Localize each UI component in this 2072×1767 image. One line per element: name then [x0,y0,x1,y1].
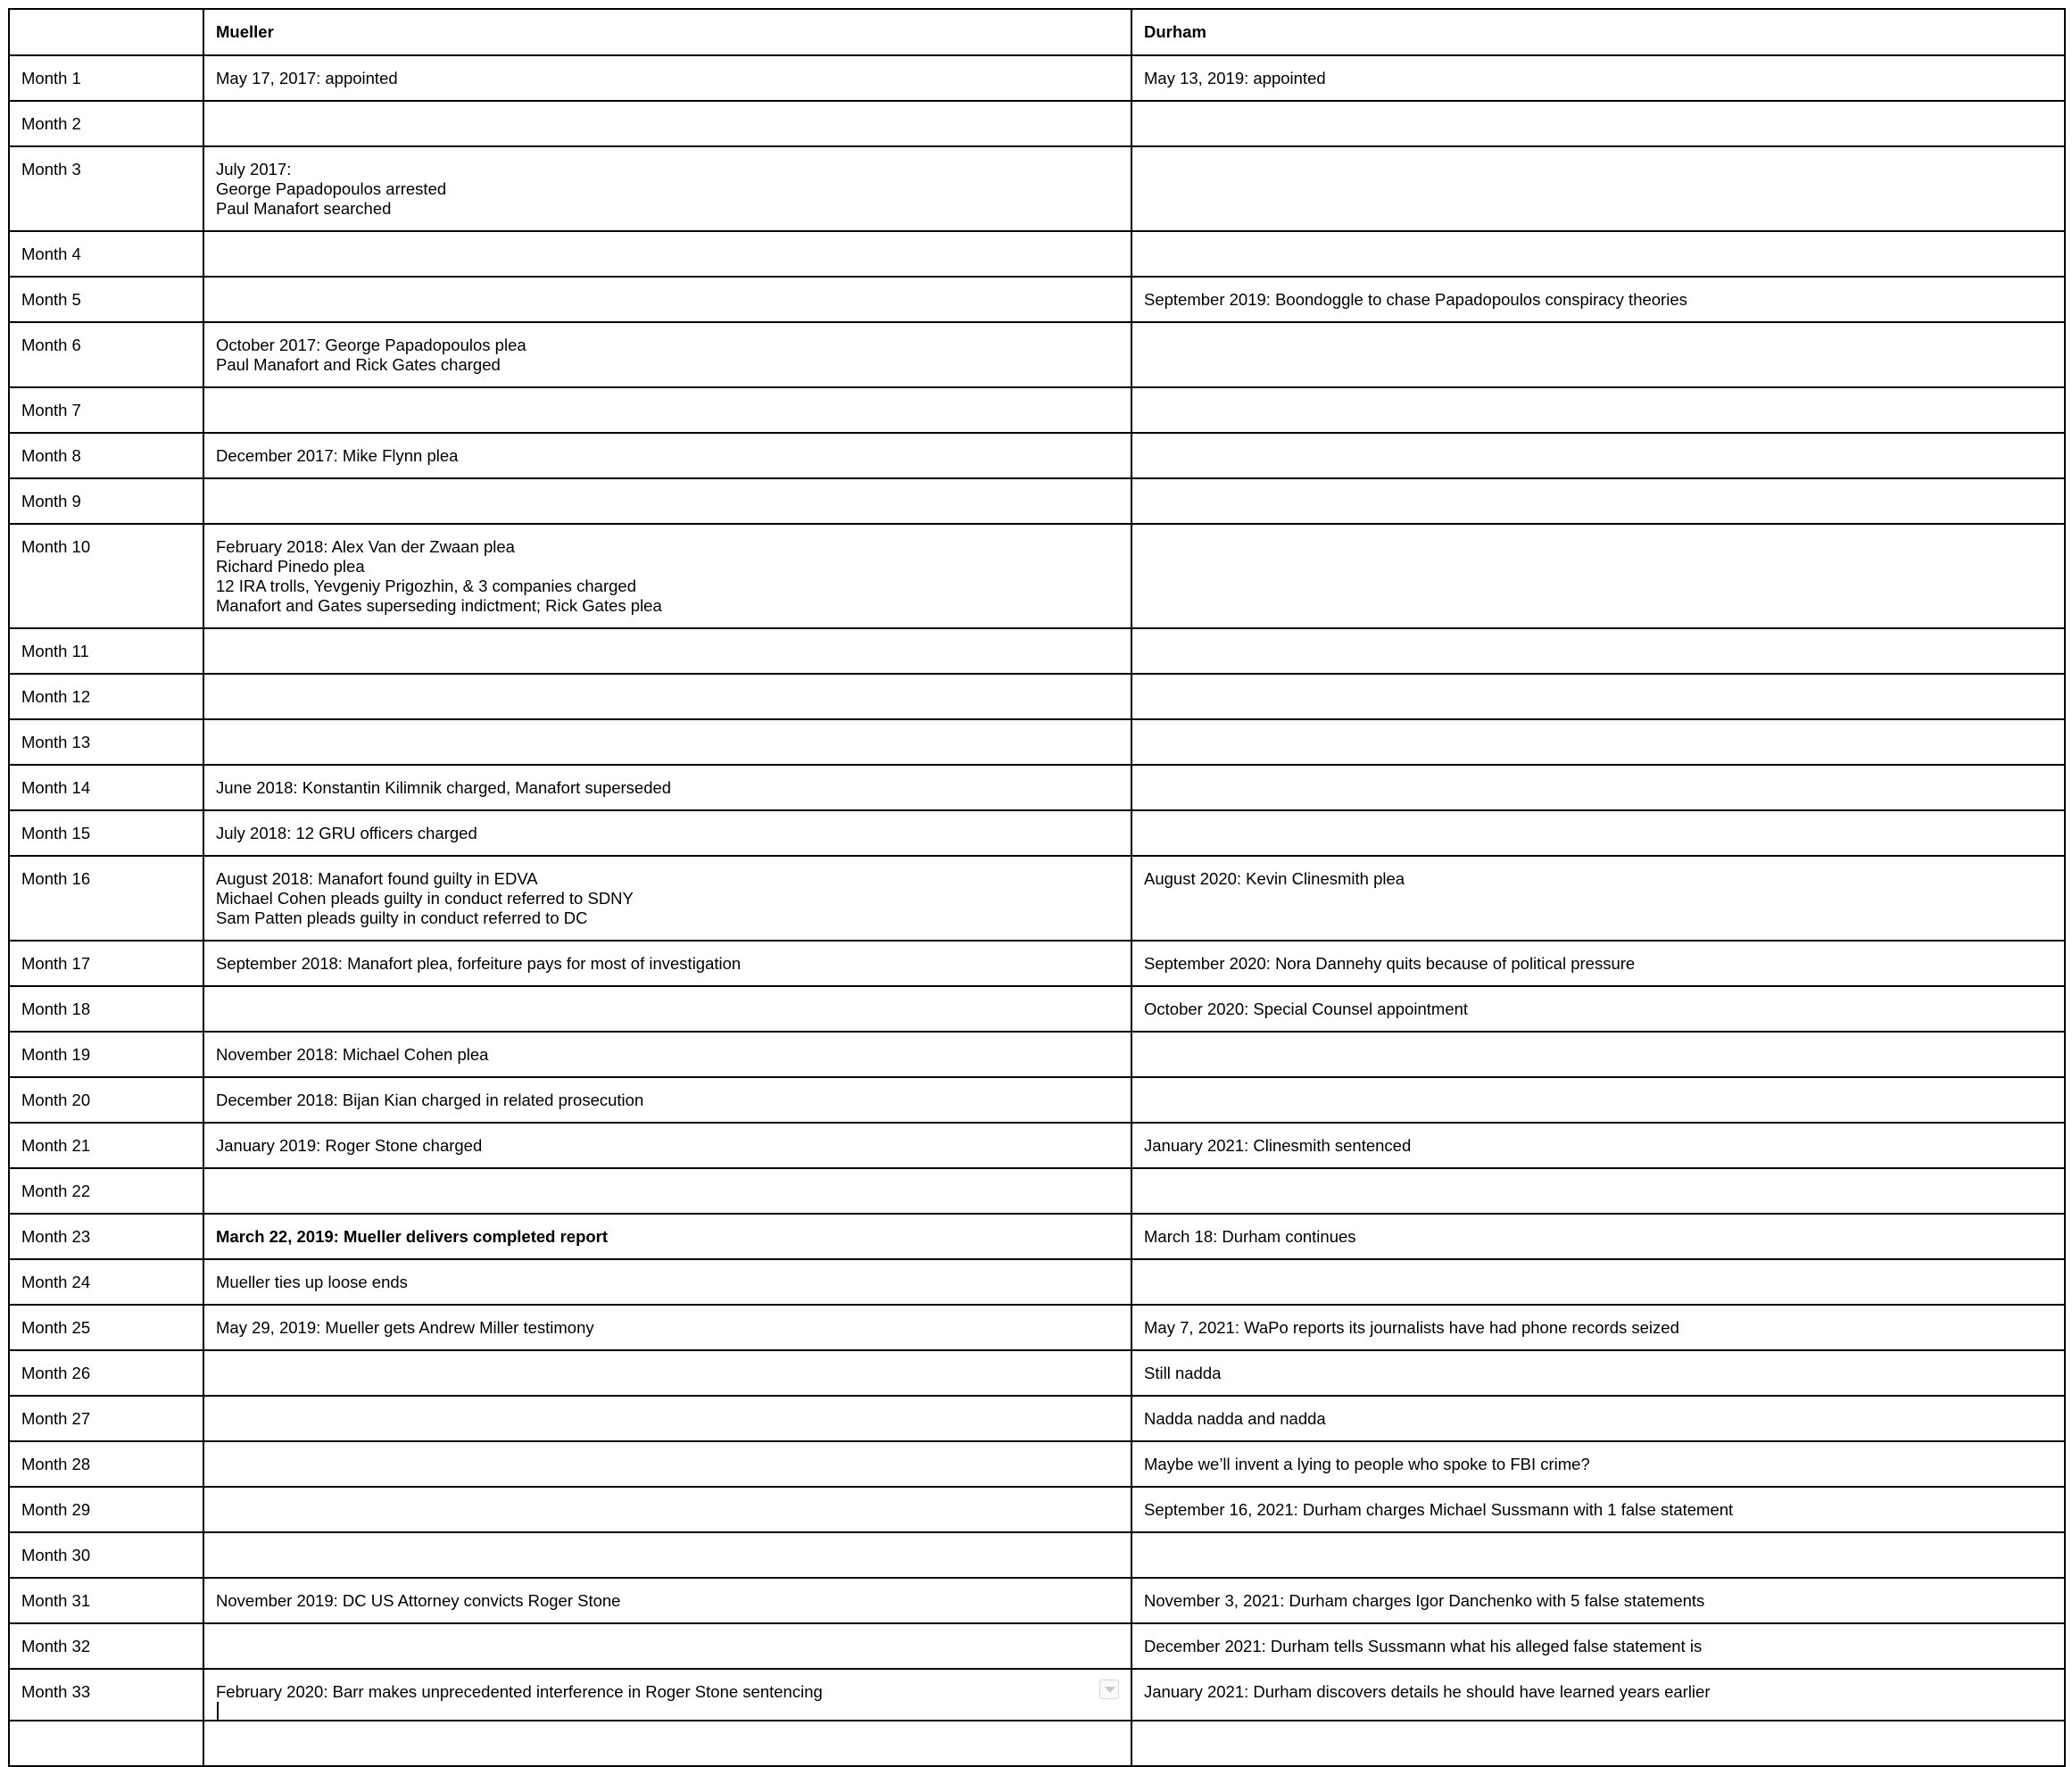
durham-cell[interactable] [1131,1578,2065,1623]
table-row [9,1305,2065,1350]
cell-line: September 16, 2021: Durham charges Michael Sussmann with 1 false statement [1144,1500,1734,1519]
durham-cell[interactable] [1131,674,2065,719]
table-row [9,1077,2065,1123]
table-row [9,1721,2065,1766]
cell-line: September 2019: Boondoggle to chase Papadopoulos conspiracy theories [1144,290,1687,309]
mueller-cell-text [216,446,1119,466]
cell-line: May 7, 2021: WaPo reports its journalists have had phone records seized [1144,1318,1679,1337]
durham-cell-text [1144,1000,2052,1019]
table-row [9,674,2065,719]
month-label-cell[interactable]: Month 23 [9,1214,203,1259]
table-row [9,810,2065,856]
month-label-cell[interactable]: Month 11 [9,628,203,674]
mueller-cell[interactable] [203,322,1131,387]
durham-cell[interactable] [1131,810,2065,856]
month-label-cell[interactable]: Month 15 [9,810,203,856]
month-label-cell[interactable]: Month 2 [9,101,203,146]
durham-cell[interactable] [1131,1123,2065,1168]
durham-cell[interactable] [1131,1532,2065,1578]
durham-cell-text [1144,1136,2052,1156]
table-row [9,986,2065,1032]
mueller-cell[interactable] [203,1214,1131,1259]
month-label-cell[interactable]: Month 29 [9,1487,203,1532]
mueller-cell[interactable] [203,433,1131,478]
mueller-cell-text [216,1682,1119,1720]
table-row [9,1578,2065,1623]
table-row [9,856,2065,941]
mueller-cell-text [216,160,1119,219]
table-row [9,765,2065,810]
cell-line: December 2017: Mike Flynn plea [216,446,459,465]
header-durham-cell[interactable]: Durham [1131,9,2065,55]
durham-cell[interactable] [1131,719,2065,765]
mueller-cell[interactable] [203,1077,1131,1123]
month-label-cell[interactable]: Month 17 [9,941,203,986]
month-label-cell[interactable]: Month 14 [9,765,203,810]
durham-cell-text [1144,1682,2052,1702]
mueller-cell[interactable] [203,1532,1131,1578]
cell-line: Michael Cohen pleads guilty in conduct referred to SDNY [216,889,634,908]
durham-cell[interactable] [1131,146,2065,231]
month-label-cell[interactable]: Month 20 [9,1077,203,1123]
table-row [9,1123,2065,1168]
mueller-cell-text [216,1591,1119,1611]
mueller-cell[interactable] [203,387,1131,433]
durham-cell[interactable] [1131,986,2065,1032]
table-row [9,719,2065,765]
mueller-cell-active[interactable] [203,1669,1131,1721]
durham-cell[interactable] [1131,1032,2065,1077]
durham-cell[interactable] [1131,765,2065,810]
table-row [9,1032,2065,1077]
month-label-cell[interactable]: Month 31 [9,1578,203,1623]
table-row [9,1669,2065,1721]
month-label-cell[interactable]: Month 21 [9,1123,203,1168]
table-row [9,322,2065,387]
table-row [9,1532,2065,1578]
cell-line: May 13, 2019: appointed [1144,69,1326,87]
durham-cell[interactable] [1131,1669,2065,1721]
mueller-cell[interactable] [203,55,1131,101]
cell-line: May 29, 2019: Mueller gets Andrew Miller testimony [216,1318,594,1337]
durham-cell-text [1144,1500,2052,1520]
table-row [9,146,2065,231]
mueller-cell-text [216,1273,1119,1292]
durham-cell-text [1144,1409,2052,1429]
month-label-cell[interactable]: Month 26 [9,1350,203,1396]
cell-line: February 2018: Alex Van der Zwaan plea [216,537,515,556]
cell-line: January 2019: Roger Stone charged [216,1136,483,1155]
mueller-cell[interactable] [203,941,1131,986]
text-cursor [217,1702,219,1720]
table-row [9,1396,2065,1441]
table-row [9,628,2065,674]
month-label-cell[interactable]: Month 9 [9,478,203,524]
month-label-cell[interactable]: Month 10 [9,524,203,628]
cell-line: November 2018: Michael Cohen plea [216,1045,489,1064]
durham-cell[interactable] [1131,1259,2065,1305]
month-label-cell[interactable]: Month 25 [9,1305,203,1350]
cell-line: Nadda nadda and nadda [1144,1409,1326,1428]
durham-cell[interactable] [1131,1721,2065,1766]
mueller-cell[interactable] [203,524,1131,628]
timeline-table [8,8,2066,1767]
cell-line: February 2020: Barr makes unprecedented interference in Roger Stone sentencing [216,1682,1119,1720]
cell-line: July 2017: [216,160,292,178]
table-row [9,1259,2065,1305]
cell-line: January 2021: Durham discovers details he should have learned years earlier [1144,1682,1711,1701]
table-row [9,1623,2065,1669]
durham-cell-text [1144,954,2052,974]
mueller-cell[interactable] [203,1487,1131,1532]
mueller-cell[interactable] [203,101,1131,146]
cell-line: Paul Manafort searched [216,199,392,218]
mueller-cell[interactable] [203,1396,1131,1441]
durham-cell[interactable] [1131,277,2065,322]
mueller-cell[interactable] [203,1350,1131,1396]
table-row [9,478,2065,524]
cell-line: May 17, 2017: appointed [216,69,398,87]
mueller-cell[interactable] [203,1032,1131,1077]
cell-line: Mueller ties up loose ends [216,1273,408,1291]
cell-line: August 2020: Kevin Clinesmith plea [1144,869,1405,888]
table-row [9,941,2065,986]
mueller-cell-text [216,824,1119,843]
table-row [9,101,2065,146]
durham-cell-text [1144,1591,2052,1611]
mueller-cell[interactable] [203,1578,1131,1623]
cell-line: Sam Patten pleads guilty in conduct referred to DC [216,908,588,927]
durham-cell[interactable] [1131,55,2065,101]
durham-cell[interactable] [1131,1350,2065,1396]
month-label-cell[interactable]: Month 24 [9,1259,203,1305]
cell-line: George Papadopoulos arrested [216,179,447,198]
month-label-cell[interactable]: Month 32 [9,1623,203,1669]
durham-cell-text [1144,869,2052,889]
durham-cell[interactable] [1131,1305,2065,1350]
cell-line: August 2018: Manafort found guilty in EDVA [216,869,538,888]
mueller-cell-text [216,1045,1119,1065]
mueller-cell-text [216,537,1119,616]
cell-line: Richard Pinedo plea [216,557,365,576]
mueller-cell[interactable] [203,231,1131,277]
month-label-cell[interactable]: Month 3 [9,146,203,231]
header-row [9,9,2065,55]
cell-line: September 2020: Nora Dannehy quits because of political pressure [1144,954,1636,973]
cell-line: Paul Manafort and Rick Gates charged [216,355,501,374]
cell-line: Manafort and Gates superseding indictment; Rick Gates plea [216,596,662,615]
month-label-cell[interactable]: Month 7 [9,387,203,433]
durham-cell[interactable] [1131,1077,2065,1123]
durham-cell[interactable] [1131,433,2065,478]
cell-line: June 2018: Konstantin Kilimnik charged, Manafort superseded [216,778,672,797]
cell-line: March 18: Durham continues [1144,1227,1356,1246]
month-label-cell[interactable]: Month 12 [9,674,203,719]
cell-line: October 2020: Special Counsel appointment [1144,1000,1469,1018]
table-row [9,433,2065,478]
mueller-cell[interactable] [203,719,1131,765]
mueller-cell-text [216,954,1119,974]
month-label-cell[interactable]: Month 5 [9,277,203,322]
durham-cell-text [1144,1637,2052,1656]
month-label-cell[interactable]: Month 22 [9,1168,203,1214]
mueller-cell[interactable] [203,478,1131,524]
month-label-cell[interactable]: Month 28 [9,1441,203,1487]
table-row [9,1487,2065,1532]
mueller-cell[interactable] [203,277,1131,322]
durham-cell[interactable] [1131,941,2065,986]
mueller-cell[interactable] [203,1441,1131,1487]
cell-line: Maybe we’ll invent a lying to people who spoke to FBI crime? [1144,1455,1590,1473]
month-label-cell[interactable]: Month 19 [9,1032,203,1077]
mueller-cell[interactable] [203,1168,1131,1214]
table-row [9,55,2065,101]
month-label-cell[interactable]: Month 18 [9,986,203,1032]
mueller-cell[interactable] [203,1623,1131,1669]
durham-cell-text [1144,69,2052,88]
durham-cell-text [1144,1227,2052,1247]
month-label-cell[interactable]: Month 1 [9,55,203,101]
table-row [9,1168,2065,1214]
durham-cell-text [1144,1364,2052,1383]
durham-cell[interactable] [1131,1396,2065,1441]
durham-cell[interactable] [1131,1441,2065,1487]
durham-cell[interactable] [1131,1623,2065,1669]
mueller-cell-text [216,69,1119,88]
cell-line: September 2018: Manafort plea, forfeiture pays for most of investigation [216,954,742,973]
durham-cell[interactable] [1131,322,2065,387]
cell-line: Still nadda [1144,1364,1222,1382]
durham-cell[interactable] [1131,524,2065,628]
durham-cell[interactable] [1131,101,2065,146]
cell-line: 12 IRA trolls, Yevgeniy Prigozhin, & 3 companies charged [216,577,637,595]
month-label-cell[interactable]: Month 13 [9,719,203,765]
durham-cell[interactable] [1131,1168,2065,1214]
table-row [9,387,2065,433]
month-label-cell[interactable]: Month 8 [9,433,203,478]
cell-line: July 2018: 12 GRU officers charged [216,824,477,842]
table-row [9,1214,2065,1259]
cell-line: December 2021: Durham tells Sussmann what his alleged false statement is [1144,1637,1703,1655]
durham-cell[interactable] [1131,387,2065,433]
header-corner-cell[interactable] [9,9,203,55]
mueller-cell[interactable] [203,1259,1131,1305]
durham-cell-text [1144,290,2052,310]
mueller-cell[interactable] [203,1123,1131,1168]
durham-cell-text [1144,1455,2052,1474]
cell-line: December 2018: Bijan Kian charged in related prosecution [216,1091,644,1109]
month-label-cell[interactable]: Month 30 [9,1532,203,1578]
month-label-cell[interactable] [9,1721,203,1766]
mueller-cell[interactable] [203,856,1131,941]
mueller-cell[interactable] [203,674,1131,719]
mueller-cell[interactable] [203,765,1131,810]
table-row [9,231,2065,277]
durham-cell[interactable] [1131,478,2065,524]
header-mueller-cell[interactable]: Mueller [203,9,1131,55]
mueller-cell-text [216,1136,1119,1156]
mueller-cell[interactable] [203,810,1131,856]
mueller-cell-text [216,1227,1119,1247]
mueller-cell[interactable] [203,986,1131,1032]
month-label-cell[interactable]: Month 33 [9,1669,203,1721]
cell-dropdown-icon[interactable] [1099,1680,1119,1699]
cell-line: November 2019: DC US Attorney convicts Roger Stone [216,1591,621,1610]
durham-cell-text [1144,1318,2052,1338]
table-row [9,1350,2065,1396]
timeline-table-body [9,9,2065,1766]
cell-line: March 22, 2019: Mueller delivers completed report [216,1227,609,1246]
durham-cell[interactable] [1131,1487,2065,1532]
mueller-cell-text [216,1318,1119,1338]
durham-cell[interactable] [1131,231,2065,277]
mueller-cell[interactable] [203,1721,1131,1766]
mueller-cell[interactable] [203,628,1131,674]
month-label-cell[interactable]: Month 4 [9,231,203,277]
durham-cell[interactable] [1131,1214,2065,1259]
cell-line: January 2021: Clinesmith sentenced [1144,1136,1412,1155]
mueller-cell-text [216,336,1119,375]
mueller-cell-text [216,778,1119,798]
month-label-cell[interactable]: Month 6 [9,322,203,387]
mueller-cell[interactable] [203,146,1131,231]
mueller-cell-text [216,1091,1119,1110]
cell-line: October 2017: George Papadopoulos plea [216,336,526,354]
cell-line: November 3, 2021: Durham charges Igor Danchenko with 5 false statements [1144,1591,1705,1610]
table-row [9,1441,2065,1487]
durham-cell[interactable] [1131,628,2065,674]
durham-cell[interactable] [1131,856,2065,941]
month-label-cell[interactable]: Month 27 [9,1396,203,1441]
table-row [9,277,2065,322]
mueller-cell-text [216,869,1119,928]
mueller-cell[interactable] [203,1305,1131,1350]
month-label-cell[interactable]: Month 16 [9,856,203,941]
table-row [9,524,2065,628]
